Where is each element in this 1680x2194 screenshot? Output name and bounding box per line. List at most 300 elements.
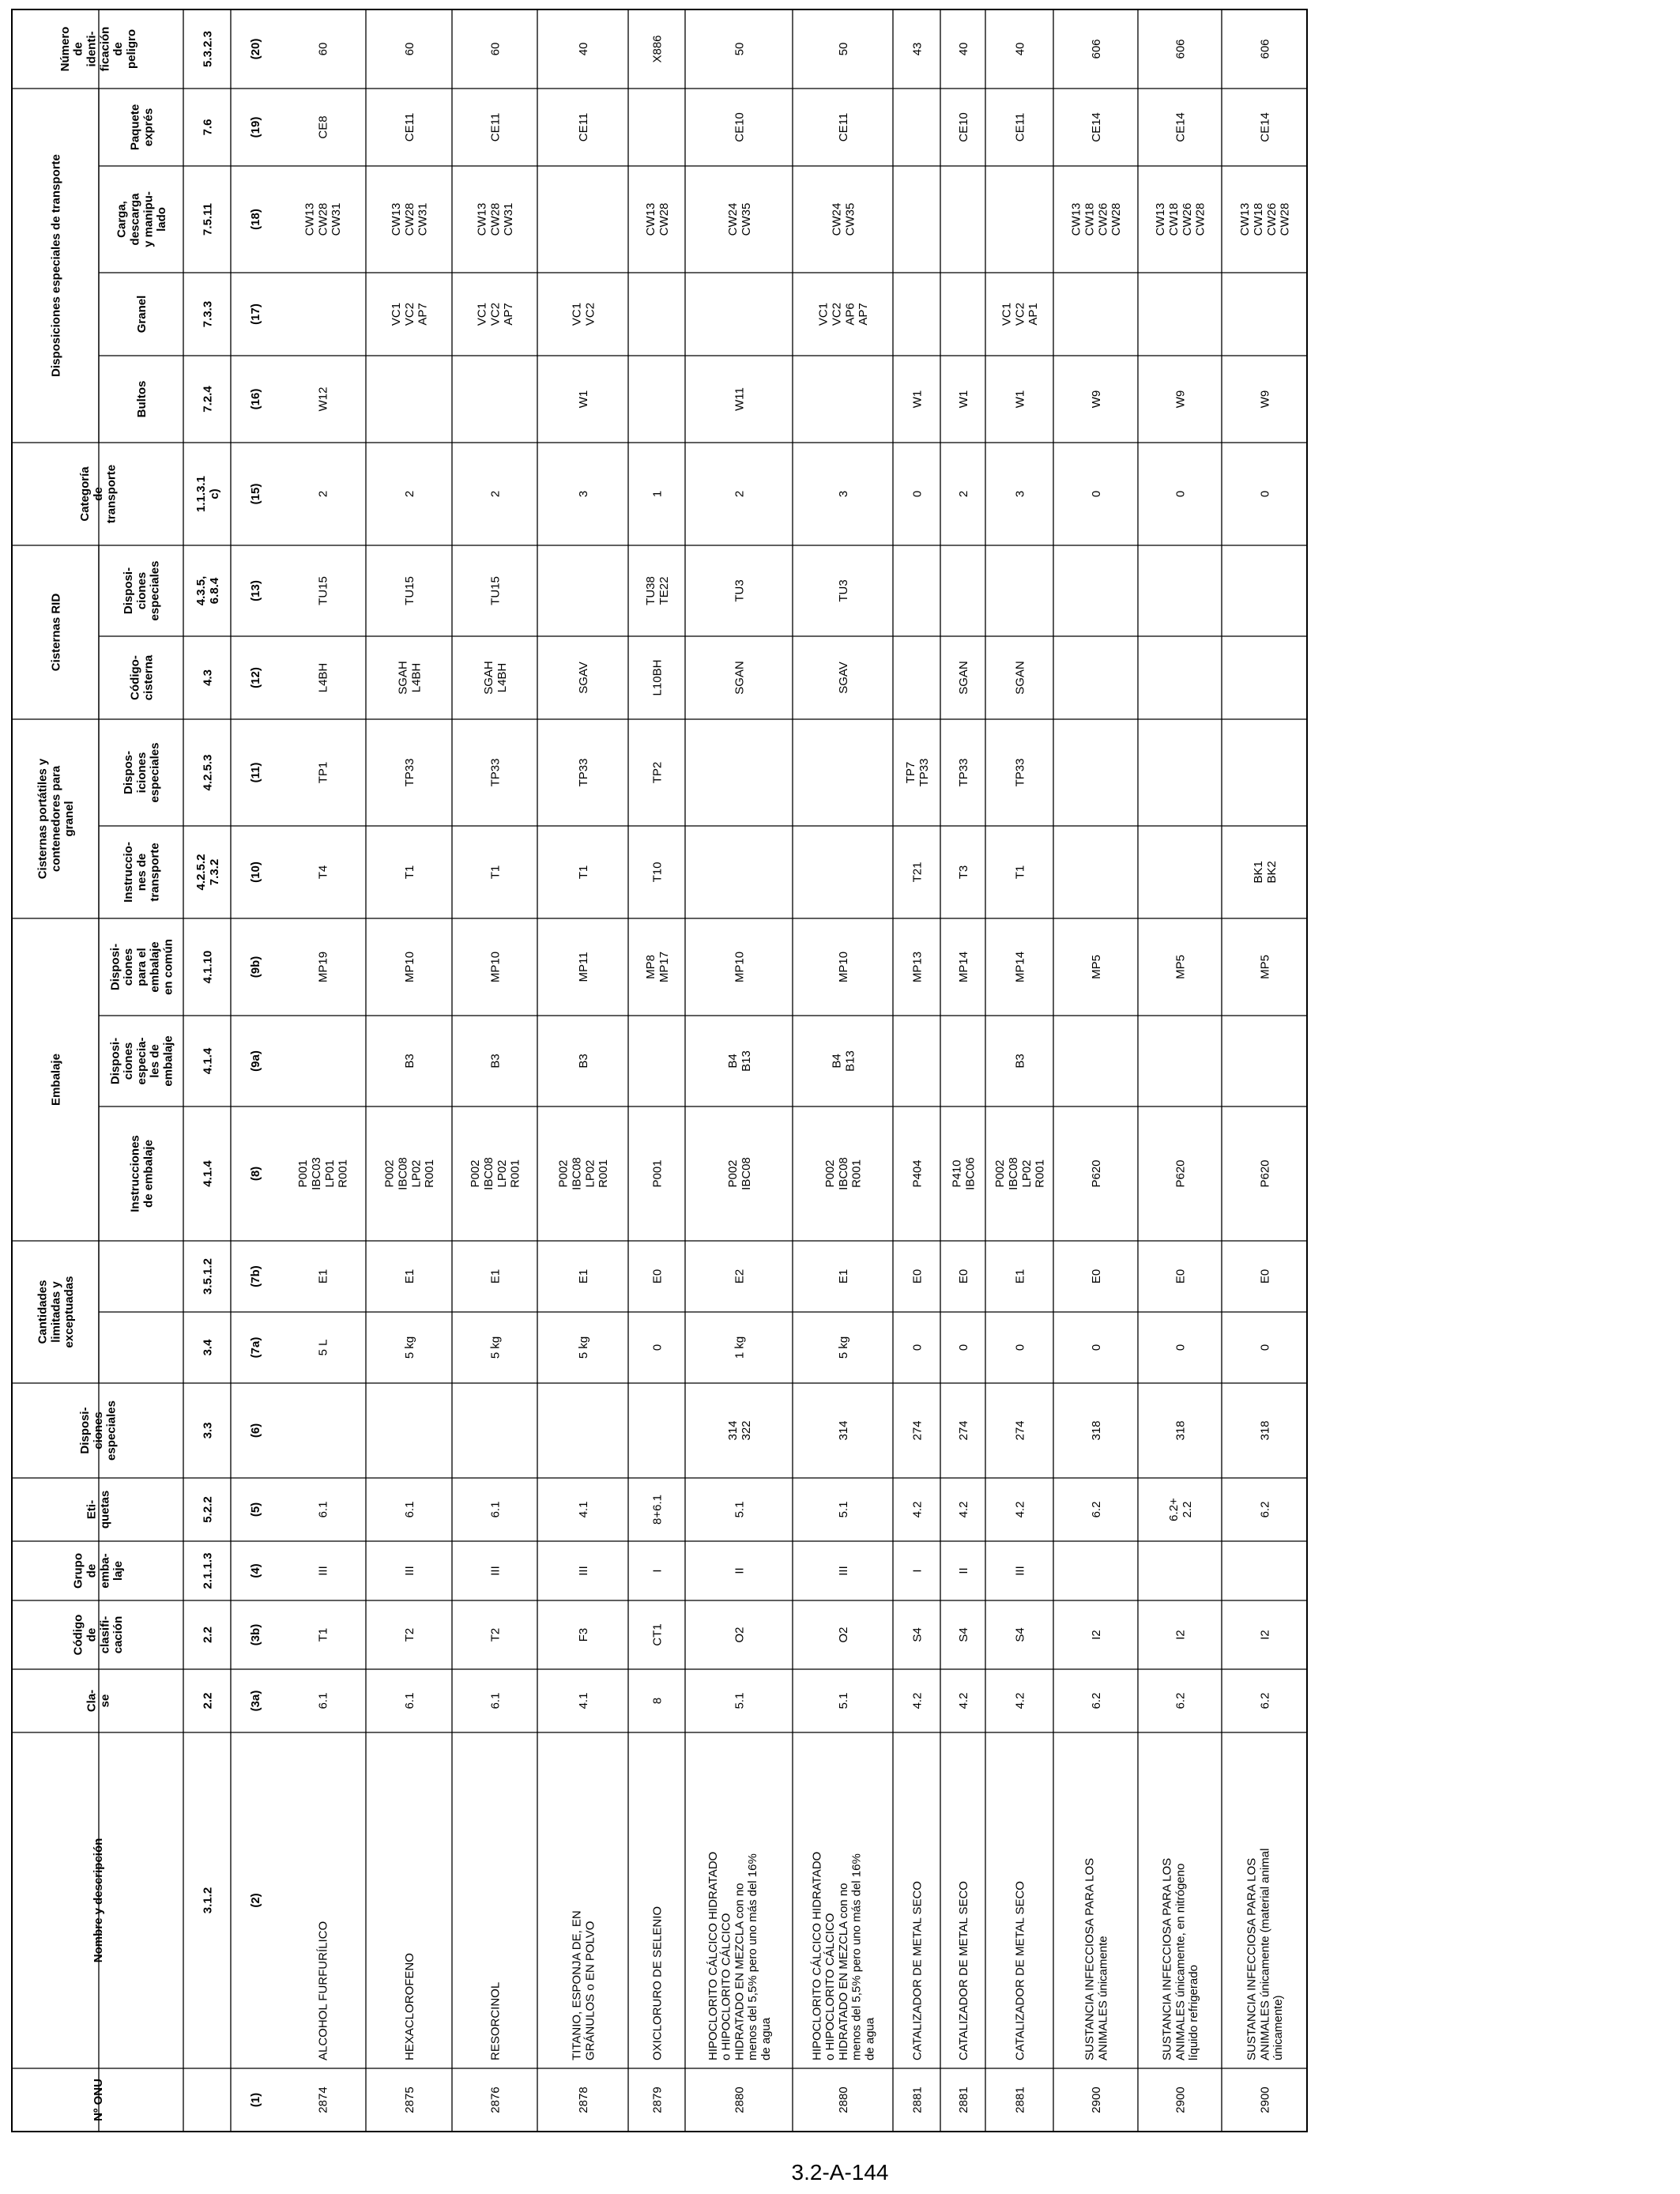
cell-col5: 4.2 (1013, 1501, 1027, 1518)
cell-col16: W1 (1013, 390, 1027, 409)
ref-col7a: 3.4 (201, 1339, 215, 1356)
colnum-col3a: (3a) (248, 1690, 262, 1712)
cell-col12: SGAHL4BH (482, 661, 509, 695)
cell-col19: CE10 (733, 112, 747, 142)
cell-col6: 314 (836, 1420, 850, 1441)
cell-col4: III (488, 1566, 503, 1576)
cell-col7b: E0 (910, 1269, 925, 1284)
cell-col7b: E1 (402, 1269, 416, 1284)
cell-col6: 318 (1258, 1420, 1272, 1441)
cell-col3b: T1 (316, 1627, 330, 1642)
colnum-col7b: (7b) (248, 1265, 262, 1287)
cell-col3b: I2 (1173, 1630, 1188, 1640)
cell-col12: SGAV (576, 662, 590, 694)
cell-col3a: 6.2 (1089, 1692, 1103, 1710)
cell-col19: CE14 (1258, 112, 1272, 142)
cell-col11: TP33 (488, 758, 503, 787)
cell-col11: TP2 (650, 761, 665, 784)
cell-col3b: S4 (910, 1627, 925, 1642)
cell-col1: 2876 (488, 2087, 503, 2113)
cell-description: TITANIO, ESPONJA DE, ENGRÁNULOS o EN POLVO (570, 1910, 597, 2060)
cell-col7a: 5 kg (488, 1336, 503, 1359)
colnum-col3b: (3b) (248, 1623, 262, 1646)
header-col5: Eti-quetas (85, 1490, 112, 1529)
cell-col9b: MP10 (836, 951, 850, 983)
cell-col8: P001IBC03LP01R001 (296, 1157, 350, 1190)
cell-col3b: I2 (1258, 1630, 1272, 1640)
ref-col3a: 2.2 (201, 1692, 215, 1710)
cell-col7a: 5 kg (836, 1336, 850, 1359)
cell-col8: P002IBC08LP02R001 (382, 1157, 437, 1190)
ref-col3b: 2.2 (201, 1627, 215, 1643)
cell-col20: 40 (1013, 42, 1027, 56)
colnum-col2: (2) (248, 1893, 262, 1908)
cell-col3a: 5.1 (836, 1692, 850, 1710)
cell-col5: 4.1 (576, 1501, 590, 1518)
cell-col19: CE14 (1089, 112, 1103, 142)
cell-col10: T1 (1013, 865, 1027, 880)
cell-col10: T1 (576, 865, 590, 880)
cell-col3b: S4 (956, 1627, 970, 1642)
cell-col5: 6.1 (316, 1501, 330, 1518)
cell-col19: CE14 (1173, 112, 1188, 142)
cell-col15: 0 (1258, 490, 1272, 498)
header-col20: Númerodeidenti-ficacióndepeligro (58, 26, 138, 72)
ref-col17: 7.3.3 (201, 300, 215, 328)
cell-col3a: 4.1 (576, 1692, 590, 1710)
ref-col19: 7.6 (201, 119, 215, 136)
cell-col9b: MP5 (1173, 955, 1188, 979)
cell-col4: III (402, 1566, 416, 1576)
cell-col1: 2900 (1089, 2087, 1103, 2113)
cell-col5: 6.2 (1089, 1501, 1103, 1518)
cell-col3a: 4.2 (956, 1692, 970, 1710)
cell-col13: TU15 (402, 576, 416, 605)
cell-col16: W11 (733, 387, 747, 411)
cell-col13: TU15 (316, 576, 330, 605)
header-col2: Nombre y descripción (91, 1838, 105, 1963)
cell-col5: 4.2 (910, 1501, 925, 1518)
ref-col7b: 3.5.1.2 (201, 1258, 215, 1295)
cell-col4: III (1013, 1566, 1027, 1576)
cell-col7a: 0 (1173, 1344, 1188, 1351)
cell-col17: VC1VC2AP1 (1000, 302, 1041, 326)
cell-col9a: B3 (1013, 1054, 1027, 1069)
cell-description: CATALIZADOR DE METAL SECO (910, 1881, 925, 2060)
cell-col9b: MP19 (316, 951, 330, 983)
cell-col18: CW13CW28 (644, 202, 671, 236)
cell-col20: 43 (910, 42, 925, 56)
cell-col7b: E1 (316, 1269, 330, 1284)
colnum-col17: (17) (248, 303, 262, 325)
cell-col1: 2881 (956, 2087, 970, 2113)
ref-col9a: 4.1.4 (201, 1047, 215, 1075)
cell-col19: CE11 (576, 112, 590, 142)
cell-col8: P002IBC08LP02R001 (469, 1157, 522, 1190)
cell-col9b: MP10 (402, 951, 416, 983)
cell-col6: 318 (1089, 1420, 1103, 1441)
cell-col11: TP33 (402, 758, 416, 787)
cell-col18: CW24CW35 (830, 202, 857, 236)
cell-col17: VC1VC2AP7 (390, 302, 430, 326)
header-col1: Nº ONU (91, 2079, 105, 2121)
ref-col18: 7.5.11 (201, 203, 215, 236)
cell-col3b: S4 (1013, 1627, 1027, 1642)
cell-col8: P002IBC08 (726, 1157, 753, 1190)
cell-col7b: E1 (836, 1269, 850, 1284)
cell-col20: 606 (1089, 39, 1103, 59)
group-g_lq: Cantidadeslimitadas yexceptuadas (36, 1276, 77, 1348)
group-g_port: Cisternas portátiles ycontenedores paragranel (36, 758, 77, 880)
cell-col15: 2 (402, 490, 416, 498)
cell-col8: P620 (1173, 1159, 1188, 1188)
cell-col9b: MP10 (733, 951, 747, 983)
cell-col12: SGAV (836, 662, 850, 694)
colnum-col6: (6) (248, 1423, 262, 1438)
cell-col12: SGAN (733, 661, 747, 695)
header-col17: Granel (134, 295, 149, 334)
cell-col11: TP7TP33 (904, 758, 931, 787)
cell-col15: 2 (316, 490, 330, 498)
colnum-col13: (13) (248, 580, 262, 601)
cell-col7b: E0 (1173, 1269, 1188, 1284)
cell-col5: 5.1 (836, 1501, 850, 1518)
cell-col15: 3 (836, 490, 850, 498)
cell-col4: I (910, 1569, 925, 1573)
cell-col20: 60 (316, 42, 330, 56)
header-col11: Dispos-icionesespeciales (122, 742, 162, 803)
header-col15: Categoríadetransporte (78, 464, 119, 524)
cell-col10: T21 (910, 861, 925, 883)
header-col19: Paqueteexprés (128, 104, 156, 151)
cell-col10: T3 (956, 865, 970, 880)
cell-description: HIPOCLORITO CÁLCICO HIDRATADOo HIPOCLORITO CÁLCICOHIDRATADO EN MEZCLA con nomenos del 5,5% pero uno más del 16%de agua (706, 1851, 773, 2060)
cell-col7b: E0 (650, 1269, 665, 1284)
cell-description: CATALIZADOR DE METAL SECO (956, 1881, 970, 2060)
cell-col20: X886 (650, 35, 665, 63)
cell-col5: 5.1 (733, 1501, 747, 1518)
cell-col20: 40 (956, 42, 970, 56)
cell-col3a: 6.1 (402, 1692, 416, 1710)
header-col4: Grupodeemba-laje (71, 1553, 126, 1589)
cell-col7a: 0 (956, 1344, 970, 1351)
header-col16: Bultos (134, 380, 149, 418)
ref-col20: 5.3.2.3 (201, 31, 215, 67)
group-g_pack: Embalaje (49, 1054, 63, 1106)
cell-col1: 2880 (733, 2087, 747, 2113)
colnum-col20: (20) (248, 38, 262, 60)
cell-col5: 4.2 (956, 1501, 970, 1518)
cell-col13: TU15 (488, 576, 503, 605)
cell-col9b: MP10 (488, 951, 503, 983)
cell-col9b: MP11 (576, 952, 590, 982)
cell-col7b: E0 (956, 1269, 970, 1284)
header-col3a: Cla-se (85, 1689, 112, 1713)
cell-col19: CE11 (402, 112, 416, 142)
cell-col16: W12 (316, 386, 330, 412)
cell-col20: 60 (402, 42, 416, 56)
ref-col15: 1.1.3.1c) (194, 476, 221, 512)
ref-col10: 4.2.5.27.3.2 (194, 854, 221, 891)
cell-col3a: 4.2 (1013, 1692, 1027, 1710)
cell-col9a: B3 (488, 1054, 503, 1069)
ref-col2: 3.1.2 (201, 1887, 215, 1914)
cell-col3a: 6.2 (1258, 1692, 1272, 1710)
cell-col10: BK1BK2 (1252, 861, 1279, 884)
cell-col7a: 5 kg (402, 1336, 416, 1359)
header-col9b: Disposi-cionespara elembalajeen común (108, 939, 175, 995)
cell-col3a: 4.2 (910, 1692, 925, 1710)
cell-col19: CE11 (1013, 112, 1027, 142)
cell-col18: CW24CW35 (726, 202, 753, 236)
header-col13: Disposi-cionesespeciales (122, 560, 162, 621)
cell-col20: 50 (836, 42, 850, 56)
cell-col3b: O2 (836, 1627, 850, 1643)
cell-col18: CW13CW18CW26CW28 (1238, 202, 1292, 236)
colnum-col9a: (9a) (248, 1050, 262, 1072)
cell-col1: 2874 (316, 2087, 330, 2113)
cell-col4: II (733, 1567, 747, 1574)
cell-col6: 274 (1013, 1420, 1027, 1441)
cell-col20: 60 (488, 42, 503, 56)
cell-col19: CE11 (488, 112, 503, 142)
cell-col19: CE11 (836, 112, 850, 142)
cell-description: CATALIZADOR DE METAL SECO (1013, 1881, 1027, 2060)
cell-col20: 606 (1258, 39, 1272, 59)
cell-col5: 8+6.1 (650, 1495, 665, 1525)
ref-col6: 3.3 (201, 1422, 215, 1439)
cell-col7b: E1 (1013, 1269, 1027, 1284)
cell-col16: W9 (1173, 390, 1188, 409)
ref-col8: 4.1.4 (201, 1160, 215, 1187)
cell-col3a: 6.1 (488, 1692, 503, 1710)
cell-col8: P002IBC08LP02R001 (556, 1157, 611, 1190)
cell-col6: 318 (1173, 1420, 1188, 1441)
cell-col4: II (956, 1567, 970, 1574)
cell-col18: CW13CW28CW31 (303, 202, 344, 236)
cell-col13: TU3 (733, 579, 747, 602)
cell-description: SUSTANCIA INFECCIOSA PARA LOSANIMALES únicamente, en nitrógenolíquido refrigerado (1160, 1857, 1201, 2060)
cell-col11: TP33 (956, 758, 970, 787)
cell-description: SUSTANCIA INFECCIOSA PARA LOSANIMALES únicamente (material animalúnicamente) (1245, 1848, 1286, 2060)
colnum-col12: (12) (248, 667, 262, 688)
ref-col16: 7.2.4 (201, 386, 215, 413)
colnum-col8: (8) (248, 1166, 262, 1182)
ref-col12: 4.3 (201, 669, 215, 686)
cell-col1: 2881 (910, 2087, 925, 2113)
cell-col7a: 0 (910, 1344, 925, 1351)
cell-col7b: E1 (576, 1269, 590, 1284)
cell-col18: CW13CW28CW31 (475, 202, 516, 236)
cell-col15: 3 (1013, 490, 1027, 498)
cell-col7a: 0 (1089, 1344, 1103, 1351)
cell-col1: 2900 (1173, 2087, 1188, 2113)
cell-col3a: 6.1 (316, 1692, 330, 1710)
header-col6: Disposi-cionesespeciales (78, 1400, 119, 1461)
cell-col5: 6.1 (402, 1501, 416, 1518)
cell-col19: CE8 (316, 115, 330, 139)
cell-col4: III (316, 1566, 330, 1576)
header-col3b: Códigodeclasifi-cación (71, 1614, 126, 1656)
ref-col9b: 4.1.10 (201, 950, 215, 984)
colnum-col9b: (9b) (248, 956, 262, 978)
cell-col6: 274 (910, 1420, 925, 1441)
ref-col4: 2.1.1.3 (201, 1552, 215, 1589)
group-g_rid: Cisternas RID (49, 593, 63, 672)
colnum-col7a: (7a) (248, 1336, 262, 1359)
colnum-col10: (10) (248, 861, 262, 883)
cell-col12: SGAN (956, 661, 970, 695)
colnum-col1: (1) (248, 2092, 262, 2108)
cell-col12: L10BH (650, 659, 665, 696)
cell-col7b: E2 (733, 1269, 747, 1284)
cell-col10: T4 (316, 865, 330, 880)
cell-col5: 6.2+2.2 (1167, 1498, 1194, 1521)
cell-col6: 274 (956, 1420, 970, 1441)
cell-col16: W9 (1258, 390, 1272, 409)
cell-col10: T1 (488, 865, 503, 880)
cell-col17: VC1VC2 (570, 302, 597, 326)
cell-col9b: MP14 (1013, 951, 1027, 983)
cell-col7a: 5 kg (576, 1336, 590, 1359)
cell-col20: 50 (733, 42, 747, 56)
cell-col15: 1 (650, 490, 665, 498)
cell-col9b: MP5 (1258, 955, 1272, 979)
cell-col7a: 0 (650, 1344, 665, 1351)
cell-col12: SGAHL4BH (396, 661, 424, 695)
cell-col15: 0 (1173, 490, 1188, 498)
table-body (296, 35, 1291, 2113)
cell-col1: 2875 (402, 2087, 416, 2113)
cell-col3b: O2 (733, 1627, 747, 1643)
cell-col9b: MP14 (956, 951, 970, 983)
ref-col11: 4.2.5.3 (201, 754, 215, 791)
header-col9a: Disposi-cionesespecia-les deembalaje (108, 1035, 175, 1087)
cell-col3b: CT1 (650, 1623, 665, 1646)
cell-col1: 2879 (650, 2087, 665, 2113)
cell-col8: P001 (650, 1159, 665, 1188)
page-number: 3.2-A-144 (791, 2160, 889, 2185)
header-col12: Código-cisterna (128, 654, 156, 701)
cell-col20: 40 (576, 42, 590, 56)
colnum-col15: (15) (248, 483, 262, 505)
cell-col9b: MP5 (1089, 955, 1103, 979)
cell-col7b: E1 (488, 1269, 503, 1284)
cell-col20: 606 (1173, 39, 1188, 59)
cell-col9a: B3 (402, 1054, 416, 1069)
colnum-col4: (4) (248, 1563, 262, 1578)
colnum-col5: (5) (248, 1502, 262, 1517)
header-col8: Instruccionesde embalaje (128, 1135, 156, 1212)
cell-col11: TP33 (1013, 758, 1027, 787)
cell-col1: 2878 (576, 2087, 590, 2113)
cell-col10: T1 (402, 865, 416, 880)
cell-col11: TP33 (576, 758, 590, 787)
cell-col9b: MP13 (910, 951, 925, 983)
cell-col12: L4BH (316, 662, 330, 693)
cell-col1: 2880 (836, 2087, 850, 2113)
cell-col1: 2881 (1013, 2087, 1027, 2113)
cell-col16: W9 (1089, 390, 1103, 409)
cell-col7a: 5 L (316, 1339, 330, 1356)
cell-col3b: I2 (1089, 1630, 1103, 1640)
cell-col3b: T2 (402, 1627, 416, 1642)
cell-col5: 6.2 (1258, 1501, 1272, 1518)
cell-col17: VC1VC2AP7 (475, 302, 516, 326)
cell-col9a: B4B13 (726, 1050, 753, 1072)
cell-col4: III (576, 1566, 590, 1576)
cell-col18: CW13CW18CW26CW28 (1069, 202, 1124, 236)
cell-col8: P620 (1089, 1159, 1103, 1188)
cell-col18: CW13CW28CW31 (390, 202, 430, 236)
cell-col9b: MP8MP17 (644, 951, 671, 983)
cell-col10: T10 (650, 861, 665, 883)
cell-col6: 314322 (726, 1420, 753, 1441)
cell-col3b: T2 (488, 1627, 503, 1642)
table-header (36, 27, 262, 2121)
cell-col7a: 0 (1013, 1344, 1027, 1351)
ref-col13: 4.3.5,6.8.4 (194, 575, 221, 606)
cell-col15: 0 (1089, 490, 1103, 498)
cell-col16: W1 (576, 390, 590, 409)
cell-col8: P620 (1258, 1159, 1272, 1188)
cell-col1: 2900 (1258, 2087, 1272, 2113)
cell-col13: TU3 (836, 579, 850, 602)
cell-col8: P002IBC08LP02R001 (993, 1157, 1047, 1190)
cell-col15: 0 (910, 490, 925, 498)
cell-description: HEXACLOROFENO (402, 1953, 416, 2060)
cell-col8: P404 (910, 1159, 925, 1188)
ref-col5: 5.2.2 (201, 1496, 215, 1523)
cell-col4: III (836, 1566, 850, 1576)
colnum-col11: (11) (248, 762, 262, 783)
cell-col3b: F3 (576, 1627, 590, 1642)
cell-col18: CW13CW18CW26CW28 (1154, 202, 1207, 236)
cell-col15: 3 (576, 490, 590, 498)
cell-col13: TU38TE22 (644, 576, 671, 605)
cell-col16: W1 (910, 390, 925, 409)
cell-description: OXICLORURO DE SELENIO (650, 1906, 665, 2060)
cell-col3a: 6.2 (1173, 1692, 1188, 1710)
cell-col4: I (650, 1569, 665, 1573)
cell-col9a: B3 (576, 1054, 590, 1069)
colnum-col19: (19) (248, 116, 262, 138)
cell-description: ALCOHOL FURFURÍLICO (316, 1921, 330, 2060)
cell-col15: 2 (956, 490, 970, 498)
cell-col9a: B4B13 (830, 1050, 857, 1072)
cell-col7a: 0 (1258, 1344, 1272, 1351)
cell-description: HIPOCLORITO CÁLCICO HIDRATADOo HIPOCLORITO CÁLCICOHIDRATADO EN MEZCLA con nomenos del 5,5% pero uno más del 16%de agua (810, 1851, 877, 2060)
cell-col17: VC1VC2AP6AP7 (816, 302, 871, 326)
cell-col5: 6.1 (488, 1501, 503, 1518)
cell-description: RESORCINOL (488, 1981, 503, 2060)
cell-col19: CE10 (956, 112, 970, 142)
cell-col3a: 5.1 (733, 1692, 747, 1710)
cell-col15: 2 (733, 490, 747, 498)
header-col10: Instruccio-nes detransporte (122, 842, 162, 903)
cell-col11: TP1 (316, 761, 330, 784)
colnum-col18: (18) (248, 209, 262, 230)
cell-col8: P410IBC06 (950, 1157, 977, 1190)
group-g_disp: Disposiciones especiales de transporte (49, 154, 63, 377)
cell-col8: P002IBC08R001 (823, 1157, 864, 1190)
cell-col12: SGAN (1013, 661, 1027, 695)
cell-col7b: E0 (1258, 1269, 1272, 1284)
cell-col16: W1 (956, 390, 970, 409)
cell-col3a: 8 (650, 1697, 665, 1705)
cell-col7b: E0 (1089, 1269, 1103, 1284)
cell-col15: 2 (488, 490, 503, 498)
